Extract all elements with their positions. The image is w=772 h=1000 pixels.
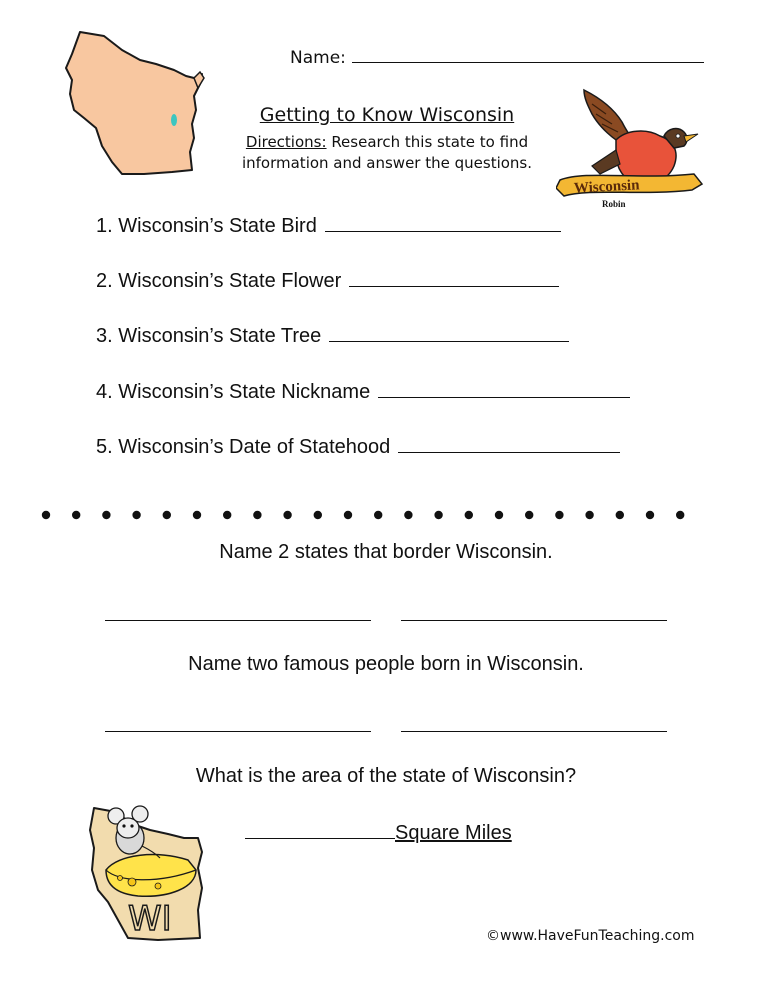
divider-dot <box>404 511 412 519</box>
divider-dot <box>616 511 624 519</box>
answer-line-border-1[interactable] <box>105 620 371 621</box>
divider-dot <box>42 511 50 519</box>
question-text: Wisconsin’s Date of Statehood <box>118 436 391 458</box>
directions <box>212 132 562 174</box>
divider-dot <box>132 511 140 519</box>
page-title: Getting to Know Wisconsin <box>259 104 515 126</box>
divider-dot <box>314 511 322 519</box>
directions-text-1: Research this state to find <box>331 133 529 151</box>
wisconsin-map-icon <box>62 24 212 184</box>
wi-badge-text: WI <box>128 899 172 939</box>
copyright: ©www.HaveFunTeaching.com <box>486 928 695 944</box>
answer-line-border-2[interactable] <box>401 620 667 621</box>
divider-dot <box>223 511 231 519</box>
divider-dot <box>193 511 201 519</box>
question-number: 1. <box>96 215 113 237</box>
answer-blank[interactable] <box>329 323 569 342</box>
divider-dot <box>102 511 110 519</box>
divider-dot <box>434 511 442 519</box>
directions-text-2: information and answer the questions. <box>241 154 533 172</box>
name-label: Name: <box>290 48 346 68</box>
question-4 <box>96 379 630 404</box>
question-2 <box>96 268 559 293</box>
question-text: Wisconsin’s State Bird <box>118 215 317 237</box>
question-text: Wisconsin’s State Tree <box>118 325 322 347</box>
name-line[interactable] <box>352 46 704 63</box>
prompt-famous-people: Name two famous people born in Wisconsin. <box>188 653 584 675</box>
divider-dot <box>676 511 684 519</box>
area-answer <box>245 820 512 845</box>
divider-dot <box>646 511 654 519</box>
divider-dot <box>283 511 291 519</box>
question-5 <box>96 434 620 459</box>
answer-blank[interactable] <box>325 213 561 232</box>
prompt-area: What is the area of the state of Wisconsin? <box>195 765 577 787</box>
question-number: 5. <box>96 436 113 458</box>
divider-dot <box>495 511 503 519</box>
area-blank[interactable] <box>245 820 395 839</box>
dotted-divider <box>40 505 700 525</box>
question-number: 2. <box>96 270 113 292</box>
divider-dot <box>72 511 80 519</box>
divider-dot <box>374 511 382 519</box>
divider-dot <box>163 511 171 519</box>
banner-state-text: Wisconsin <box>573 177 640 197</box>
directions-label: Directions: <box>245 133 327 151</box>
answer-line-people-1[interactable] <box>105 731 371 732</box>
answer-blank[interactable] <box>349 268 559 287</box>
question-3 <box>96 323 569 348</box>
answer-line-people-2[interactable] <box>401 731 667 732</box>
name-field[interactable] <box>290 46 704 68</box>
lake-winnebago <box>171 114 177 126</box>
mouse-cheese-map-icon <box>88 798 214 946</box>
divider-dot <box>585 511 593 519</box>
answer-blank[interactable] <box>398 434 620 453</box>
divider-dot <box>465 511 473 519</box>
prompt-border-states: Name 2 states that border Wisconsin. <box>219 541 553 563</box>
divider-dot <box>555 511 563 519</box>
divider-dot <box>253 511 261 519</box>
area-unit: Square Miles <box>395 822 512 844</box>
question-number: 3. <box>96 325 113 347</box>
question-text: Wisconsin’s State Flower <box>118 270 342 292</box>
banner-bird-text: Robin <box>602 199 626 209</box>
divider-dot <box>525 511 533 519</box>
question-1 <box>96 213 561 238</box>
answer-blank[interactable] <box>378 379 630 398</box>
question-number: 4. <box>96 381 113 403</box>
question-text: Wisconsin’s State Nickname <box>118 381 371 403</box>
divider-dot <box>344 511 352 519</box>
robin-icon <box>556 84 706 210</box>
